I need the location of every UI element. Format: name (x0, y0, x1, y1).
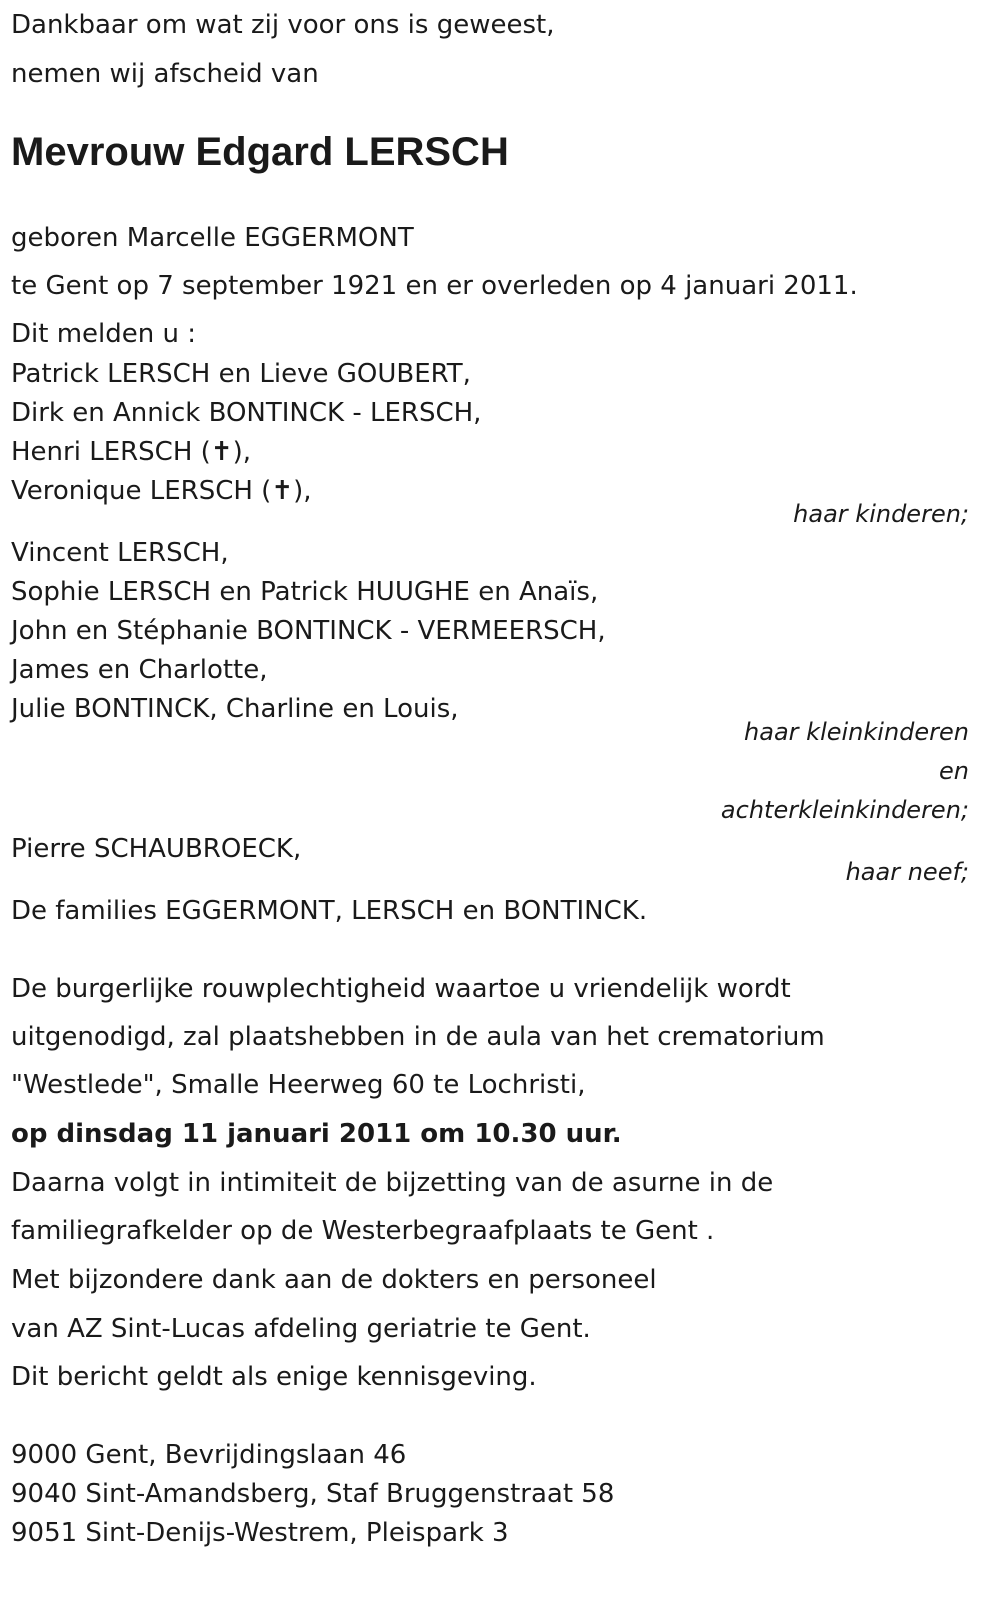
address-line: 9040 Sint-Amandsberg, Staf Bruggenstraat 58 (11, 1479, 615, 1509)
birth-name: geboren Marcelle EGGERMONT (11, 223, 414, 253)
after-line-4: van AZ Sint-Lucas afdeling geriatrie te Gent. (11, 1314, 591, 1344)
children-role: haar kinderen; (793, 500, 969, 528)
grandchild-entry: John en Stéphanie BONTINCK - VERMEERSCH, (11, 616, 606, 646)
grandchildren-role-line-1: haar kleinkinderen (744, 718, 969, 746)
intro-line-2: nemen wij afscheid van (11, 59, 319, 89)
announce-line: Dit melden u : (11, 319, 196, 349)
ceremony-line-2: uitgenodigd, zal plaatshebben in de aula van het crematorium (11, 1022, 825, 1052)
intro-line-1: Dankbaar om wat zij voor ons is geweest, (11, 10, 555, 40)
after-line-1: Daarna volgt in intimiteit de bijzetting van de asurne in de (11, 1168, 774, 1198)
after-line-5: Dit bericht geldt als enige kennisgeving. (11, 1362, 537, 1392)
grandchildren-role-line-3: achterkleinkinderen; (720, 796, 969, 824)
ceremony-line-1: De burgerlijke rouwplechtigheid waartoe u vriendelijk wordt (11, 974, 791, 1004)
grandchild-entry: Vincent LERSCH, (11, 538, 229, 568)
grandchildren-role-line-2: en (939, 757, 969, 785)
address-line: 9000 Gent, Bevrijdingslaan 46 (11, 1440, 407, 1470)
address-line: 9051 Sint-Denijs-Westrem, Pleispark 3 (11, 1518, 509, 1548)
grandchild-entry: Sophie LERSCH en Patrick HUUGHE en Anaïs, (11, 577, 599, 607)
grandchild-entry: Julie BONTINCK, Charline en Louis, (11, 694, 459, 724)
ceremony-line-3: "Westlede", Smalle Heerweg 60 te Lochristi, (11, 1070, 586, 1100)
deceased-name: Mevrouw Edgard LERSCH (11, 130, 509, 174)
after-line-3: Met bijzondere dank aan de dokters en personeel (11, 1265, 657, 1295)
birth-death-dates: te Gent op 7 september 1921 en er overleden op 4 januari 2011. (11, 271, 858, 301)
child-entry: Dirk en Annick BONTINCK - LERSCH, (11, 398, 482, 428)
families-line: De families EGGERMONT, LERSCH en BONTINCK. (11, 896, 648, 926)
ceremony-date: op dinsdag 11 januari 2011 om 10.30 uur. (11, 1119, 622, 1149)
child-entry: Veronique LERSCH (✝), (11, 476, 312, 506)
child-entry: Patrick LERSCH en Lieve GOUBERT, (11, 359, 471, 389)
nephew-role: haar neef; (845, 858, 969, 886)
nephew-entry: Pierre SCHAUBROECK, (11, 834, 302, 864)
child-entry: Henri LERSCH (✝), (11, 437, 251, 467)
after-line-2: familiegrafkelder op de Westerbegraafplaats te Gent . (11, 1216, 715, 1246)
grandchild-entry: James en Charlotte, (11, 655, 268, 685)
